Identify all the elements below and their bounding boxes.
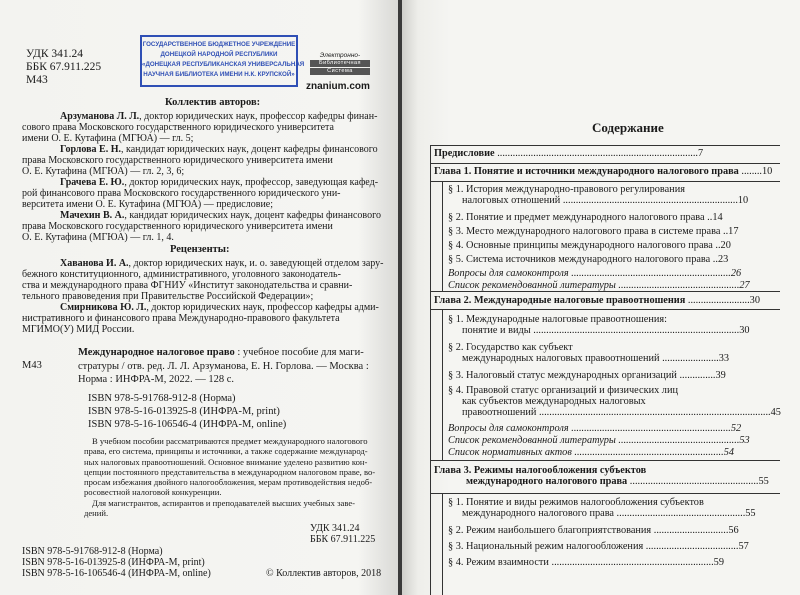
toc-entry-text: как субъектов международных налоговых [462,396,646,407]
bottom-codes [310,523,375,545]
toc-entry-page: 59 [713,557,724,568]
toc-entry[interactable]: § 4. Правовой статус организаций и физических лиц как субъектов международных налоговых правоотношений ..........................................................................................45 [448,385,781,418]
toc-entry-page: 56 [728,525,739,536]
toc-entry-text: § 4. Правовой статус организаций и физических лиц [448,385,678,396]
toc-entry-text: понятие и виды [462,325,531,336]
toc-entry-text: § 1. Международные налоговые правоотношения: [448,314,667,325]
author-name: Мачехин В. А. [60,210,125,221]
toc-entry[interactable]: Глава 3. Режимы налогообложения субъектов международного налогового права ..................................................55 [434,465,769,487]
reviewer-line: , доктор юридических наук, профессор кафедры адми- [146,302,379,313]
toc-entry-text: Список нормативных актов [448,447,572,458]
toc-entry-page: 55 [745,508,756,519]
toc-entry[interactable]: § 4. Основные принципы международного налогового права ..20 [448,240,731,251]
card-author-mark: М43 [22,360,42,371]
toc-entry-page: 45 [770,407,781,418]
reviewer-line: тельного правоведения при Правительстве Российской Федерации»; [22,291,314,302]
toc-entry-page: 53 [739,435,750,446]
bbk-code: ББК 67.911.225 [310,534,376,545]
toc-entry-text: правоотношений [462,407,537,418]
udk-code: УДК 341.24 [310,523,360,534]
toc-entry[interactable]: § 2. Понятие и предмет международного налогового права ..14 [448,212,723,223]
author-name: Горлова Е. Н. [60,144,122,155]
toc-rule [442,493,443,595]
toc-rule [442,309,443,460]
reviewer-entry [22,302,383,335]
reviewers-list [22,258,383,335]
toc-entry-text: § 2. Государство как субъект [448,342,573,353]
bbk-code: ББК 67.911.225 [26,61,102,73]
toc-entry-page: 30 [739,325,750,336]
isbn-line: ISBN 978-5-91768-912-8 (Норма) [88,393,236,404]
toc-entry-page: 23 [717,254,729,265]
toc-rule [430,145,431,595]
toc-entry-page: 26 [730,268,742,279]
reviewers-heading: Рецензенты: [170,244,230,255]
toc-entry[interactable]: Глава 2. Международные налоговые правоотношения ........................30 [434,295,760,306]
author-line: , кандидат юридических наук, доцент кафедры финансового [124,210,381,221]
isbn-line: ISBN 978-5-16-106546-4 (ИНФРА-М, online) [22,568,211,579]
toc-entry[interactable]: § 1. История международно-правового регулирования налоговых отношений ....................................................................10 [448,184,749,206]
card-line: стратуры / отв. ред. Л. Л. Арзуманова, Е. Н. Горлова. — Москва : [78,360,369,372]
copyright: © Коллектив авторов, 2018 [266,568,382,579]
right-page [402,0,800,595]
reviewer-line: бежного конституционного, административного, уголовного законодатель- [22,269,341,280]
reviewer-line: МГИМО(У) МИД России. [22,324,135,335]
toc-entry-page: 55 [758,476,769,487]
ebs-logo [310,52,370,76]
toc-rule [430,291,780,292]
author-mark: М43 [26,74,48,86]
toc-entry-page: 54 [723,447,734,458]
toc-entry[interactable]: § 2. Государство как субъект международных налоговых правоотношений ......................33 [448,342,730,364]
toc-entry-text: международного налогового права [462,508,614,519]
author-line: сового права Московского государственного юридического университета [22,122,334,133]
author-line: рой финансового права Московского государственного юридического уни- [22,188,341,199]
abstract-line: цепции постоянного представительства в международном налоговом праве, во- [84,466,376,477]
toc-entry-text: Список рекомендованной литературы [448,280,616,291]
card-line: Международное налоговое право : учебное пособие для маги- [78,347,364,358]
toc-entry[interactable]: § 2. Режим наибольшего благоприятствования .............................56 [448,525,739,536]
toc-entry[interactable]: Список рекомендованной литературы ...............................................27 [448,280,750,291]
stamp-line: ГОСУДАРСТВЕННОЕ БЮДЖЕТНОЕ УЧРЕЖДЕНИЕ [142,41,296,48]
reviewer-line: нистративного и финансового права Международно-правового факультета [22,313,340,324]
author-line: права Московского государственного юридического университета имени [22,155,333,166]
isbn-line: ISBN 978-5-16-013925-8 (ИНФРА-М, print) [22,557,205,568]
ebs-line1: Электронно- [319,52,361,59]
author-line: имени О. Е. Кутафина (МГЮА) — гл. 5; [22,133,194,144]
toc-entry-text: Глава 2. Международные налоговые правоотношения [434,295,686,306]
toc-rule [442,181,443,291]
udk-code: УДК 341.24 [26,48,83,60]
toc-rule [430,181,780,182]
toc-entry-text: § 3. Место международного налогового права в системе права [448,226,721,237]
toc-entry[interactable]: § 5. Система источников международного налогового права ..23 [448,254,729,265]
isbn-line: ISBN 978-5-16-106546-4 (ИНФРА-М, online) [88,419,287,430]
toc-entry-text: Вопросы для самоконтроля [448,268,569,279]
toc-entry-text: § 4. Режим взаимности [448,557,549,568]
bibliographic-card [78,346,369,387]
toc-entry[interactable]: § 1. Международные налоговые правоотношения: понятие и виды ................................................................................30 [448,314,750,336]
toc-entry-text: налоговых отношений [462,195,561,206]
toc-entry-text: § 3. Национальный режим налогообложения [448,541,644,552]
toc-entry-text: § 4. Основные принципы международного налогового права [448,240,713,251]
abstract-line: росовестной налоговой конкуренции. [84,487,222,498]
author-line: , доктор юридических наук, профессор кафедры финан- [139,111,378,122]
toc-entry-text: Глава 3. Режимы налогообложения субъектов [434,465,647,476]
left-page [0,0,398,595]
author-line: права Московского государственного юридического университета имени [22,221,333,232]
abstract-line: ных налоговых правоотношений. Основное внимание уделено развитию кон- [84,456,368,467]
toc-entry-text: Глава 1. Понятие и источники международного налогового права [434,166,739,177]
toc-entry-page: 52 [730,423,742,434]
toc-entry[interactable]: § 3. Национальный режим налогообложения ....................................57 [448,541,749,552]
toc-entry-text: международного налогового права [466,476,628,487]
toc-entry-page: 57 [738,541,749,552]
isbn-line: ISBN 978-5-91768-912-8 (Норма) [22,546,163,557]
toc-entry[interactable]: Вопросы для самоконтроля ..............................................................52 [448,423,742,434]
author-entry [22,210,381,243]
toc-rule [430,309,780,310]
library-stamp [140,35,305,87]
toc-entry[interactable]: Список нормативных актов ..........................................................54 [448,447,734,458]
author-line: верситета имени О. Е. Кутафина (МГЮА) — предисловие; [22,199,274,210]
abstract-line: права, его система, принципы и источники, а также содержание международ- [84,446,368,457]
toc-entry-page: 33 [718,353,730,364]
toc-entry-page: 7 [698,148,704,159]
toc-entry-text: Список рекомендованной литературы [448,435,616,446]
toc-entry-text: Предисловие [434,148,495,159]
toc-entry-text: международных налоговых правоотношений [462,353,660,364]
toc-entry-page: 10 [762,166,773,177]
card-line: Норма : ИНФРА-М, 2022. — 128 с. [78,374,234,385]
abstract-line: Для магистрантов, аспирантов и преподавателей высших учебных заве- [92,497,356,508]
toc-rule [430,460,780,461]
reviewer-name: Смирникова Ю. Л. [60,302,147,313]
toc-entry-text: § 2. Понятие и предмет международного налогового права [448,212,705,223]
toc-entry-page: 39 [715,370,726,381]
toc-entry-page: 27 [739,280,750,291]
author-entry [22,111,381,144]
toc-entry-text: § 2. Режим наибольшего благоприятствования [448,525,652,536]
toc-entry-text: § 1. История международно-правового регулирования [448,184,685,195]
author-entry [22,177,381,210]
toc-entry-text: § 3. Налоговый статус международных организаций [448,370,677,381]
toc-entry[interactable]: § 1. Понятие и виды режимов налогообложения субъектов международного налогового права ..................................................55 [448,497,756,519]
isbn-line: ISBN 978-5-16-013925-8 (ИНФРА-М, print) [88,406,280,417]
stamp-line: НАУЧНАЯ БИБЛИОТЕКА ИМЕНИ Н.К. КРУПСКОЙ» [143,71,295,78]
abstract-line: просам избежания двойного налогообложения, мерам противодействия недоб- [84,477,373,488]
toc-entry-page: 17 [728,226,739,237]
abstract [84,436,375,518]
toc-entry[interactable]: Глава 1. Понятие и источники международного налогового права ........10 [434,166,773,177]
stamp-line: «ДОНЕЦКАЯ РЕСПУБЛИКАНСКАЯ УНИВЕРСАЛЬНАЯ [142,61,305,68]
ebs-line3: Система [310,68,370,75]
author-name: Грачева Е. Ю. [60,177,125,188]
toc-entry[interactable]: § 3. Налоговый статус международных организаций ..............39 [448,370,726,381]
authors-heading: Коллектив авторов: [165,97,261,108]
author-entry [22,144,381,177]
toc-entry[interactable]: § 3. Место международного налогового права в системе права ..17 [448,226,739,237]
author-line: , доктор юридических наук, профессор, заведующая кафед- [124,177,379,188]
author-line: , кандидат юридических наук, доцент кафедры финансового [121,144,378,155]
author-line: О. Е. Кутафина (МГЮА) — гл. 2, 3, 6; [22,166,185,177]
reviewer-line: ства и международного права ФГНИУ «Институт законодательства и сравни- [22,280,353,291]
author-name: Арзуманова Л. Л. [60,111,140,122]
toc-entry-page: 10 [737,195,749,206]
toc-rule [430,145,780,146]
reviewer-name: Хаванова И. А. [60,258,129,269]
toc-entry[interactable]: § 4. Режим взаимности ...............................................................59 [448,557,724,568]
reviewer-line: , доктор юридических наук, и. о. заведующей отделом зару- [128,258,384,269]
abstract-line: В учебном пособии рассматриваются предмет международного налогового [92,436,368,446]
toc-entry[interactable]: Предисловие ..............................................................................7 [434,148,704,159]
toc-entry[interactable]: Вопросы для самоконтроля ..............................................................26 [448,268,742,279]
ebs-line2: Библиотечная [310,60,370,67]
classification-codes [26,48,101,87]
toc-entry-page: 14 [712,212,723,223]
stamp-line: ДОНЕЦКОЙ НАРОДНОЙ РЕСПУБЛИКИ [160,51,278,58]
isbn-block [88,392,286,431]
toc-entry-text: § 5. Система источников международного налогового права [448,254,711,265]
toc-entry-text: § 1. Понятие и виды режимов налогообложения субъектов [448,497,704,508]
toc-entry[interactable]: Список рекомендованной литературы ...............................................53 [448,435,750,446]
author-line: О. Е. Кутафина (МГЮА) — гл. 1, 4. [22,232,174,243]
reviewer-entry [22,258,383,302]
abstract-line: дений. [84,508,109,519]
znanium-logo: znanium.com [306,81,370,92]
toc-rule [430,493,780,494]
toc-entry-page: 30 [749,295,760,306]
toc-entry-text: Вопросы для самоконтроля [448,423,569,434]
toc-title: Содержание [592,120,664,135]
authors-list [22,111,381,243]
toc-entry-page: 20 [720,240,731,251]
bottom-isbn [22,546,211,579]
toc-rule [430,163,780,164]
